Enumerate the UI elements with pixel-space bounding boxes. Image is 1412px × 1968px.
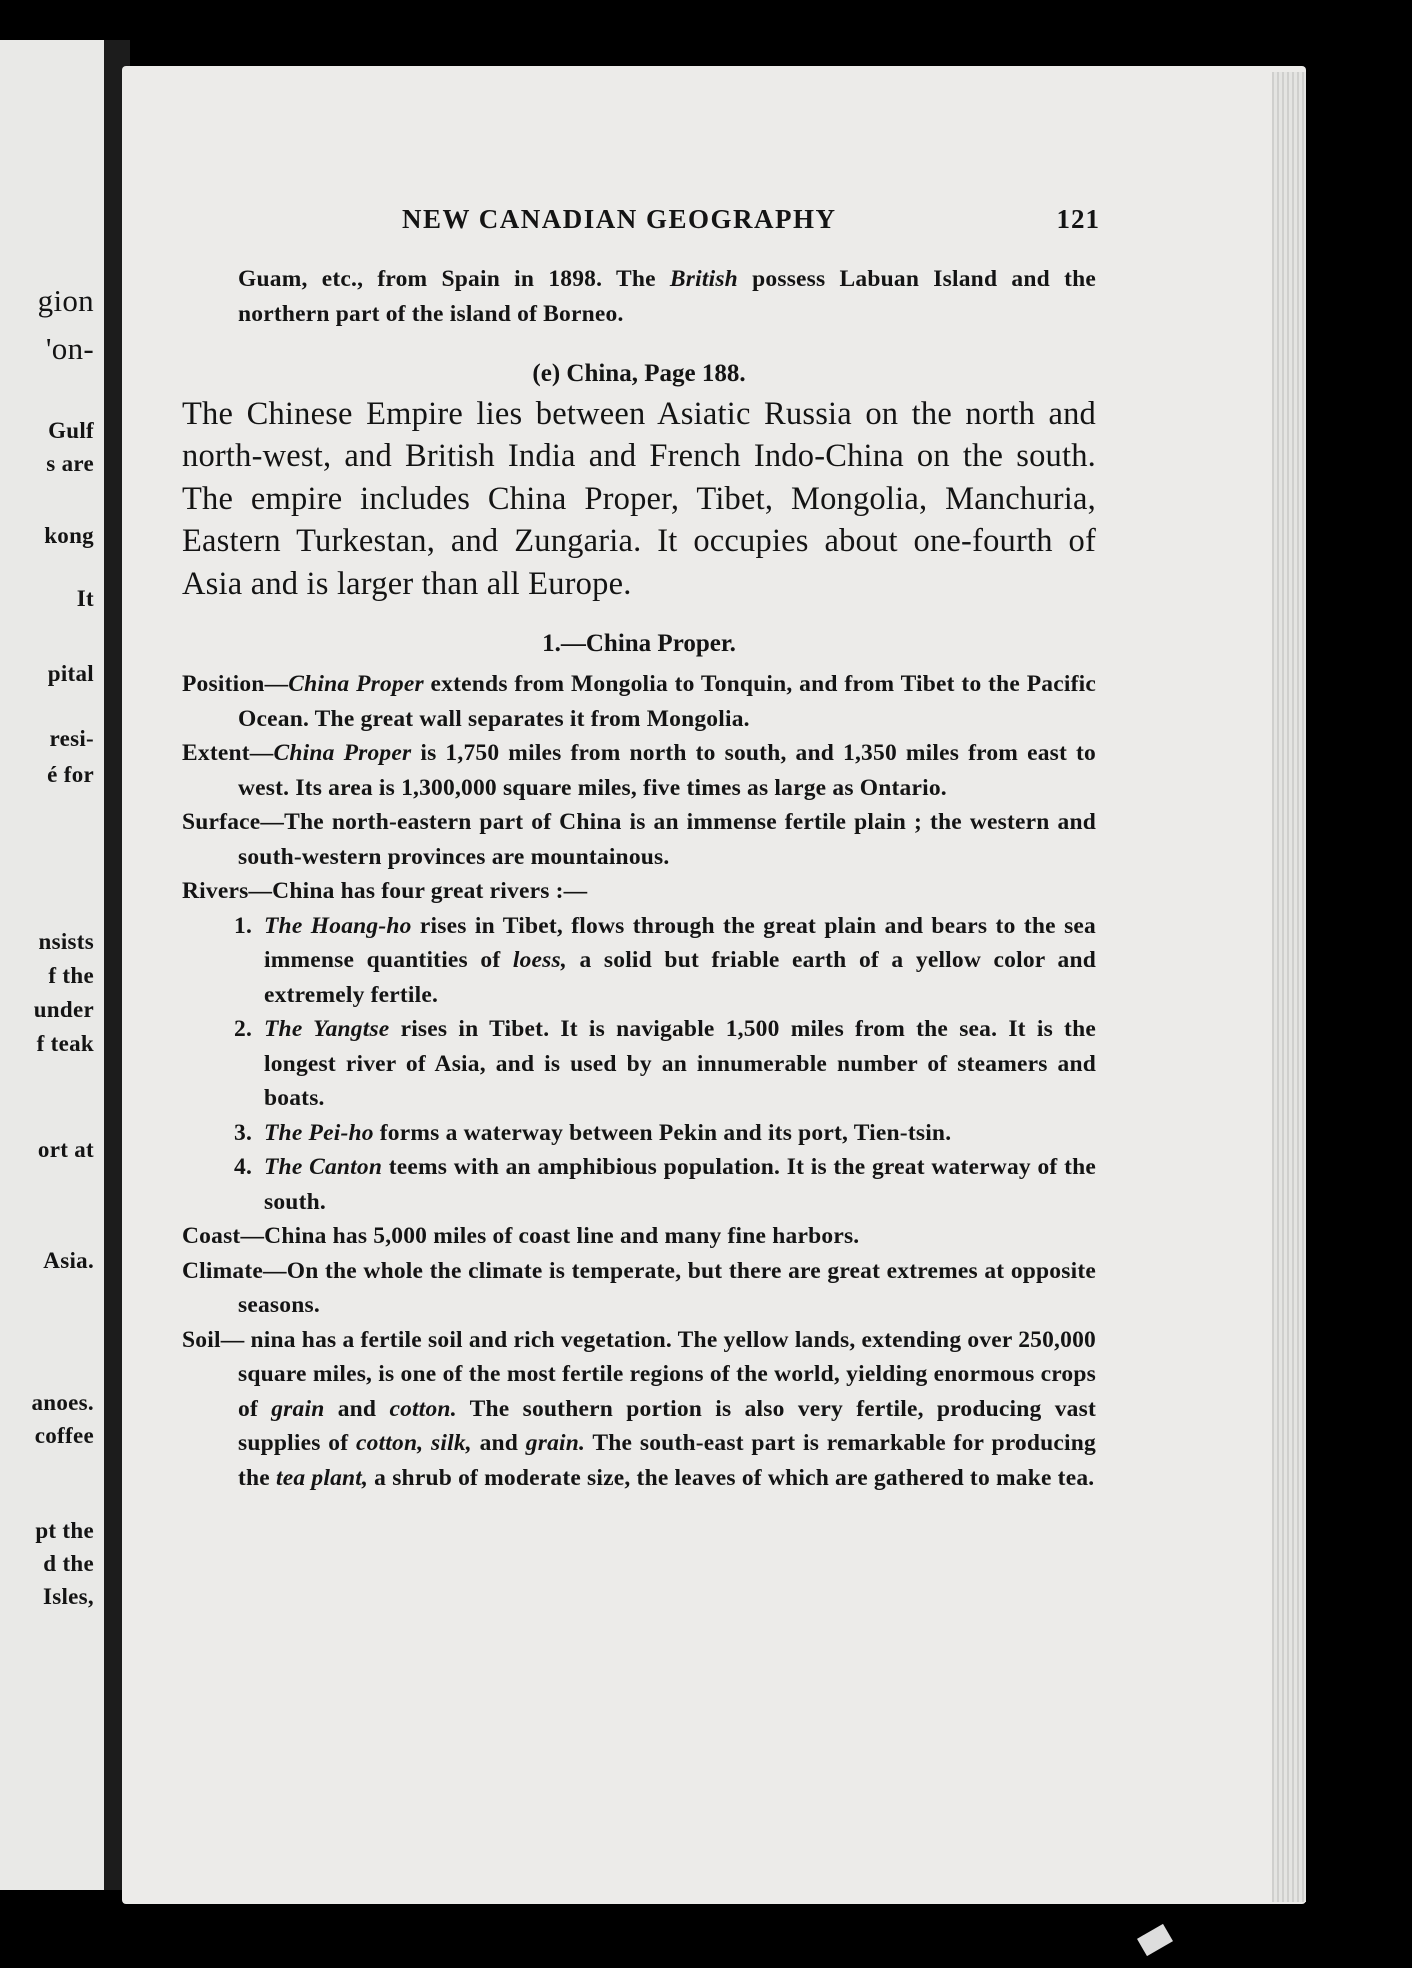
left-page-fragment: f teak [36,1031,94,1056]
entry-climate [182,1254,1096,1323]
entry-term: Coast [182,1223,241,1249]
continued-paragraph: Guam, etc., from Spain in 1898. The British possess Labuan Island and the northern part of the island of Borneo. [238,266,1096,327]
china-heading: (e) China, Page 188. [532,359,746,387]
left-page-fragment: under [33,997,94,1022]
entry-rivers [182,874,1096,909]
entry-term: Soil [182,1326,221,1353]
left-page-fragment: d the [43,1551,94,1576]
page-content [182,204,1100,1495]
left-page-fragment: ort at [37,1137,94,1162]
river-number: 1. [234,912,253,939]
left-page-fragment: f the [48,963,94,988]
river-number: 2. [234,1016,253,1042]
left-page-fragment: Isles, [42,1584,94,1609]
river-text: The Pei-ho forms a waterway between Pekin and its port, Tien-tsin. [264,1119,952,1146]
entry-term: Climate [182,1257,264,1284]
entry-term: Position [182,671,265,697]
left-page-fragment: coffee [34,1423,94,1448]
intro-paragraph: The Chinese Empire lies between Asiatic Russia on the north and north-west, and British India and French Indo-China on the south. The empire includes China Proper, Tibet, Mongolia, Manchuria, Eastern Turkestan, and Zungaria. It occupies about one-fourth of Asia and is larger than all Europe. [182,395,1096,602]
entry-body: — nina has a fertile soil and rich vegetation. The yellow lands, extending over 250,000 square miles, is one of the most fertile regions of the world, yielding enormous crops of grain and cotton. The southern portion is also very fertile, producing vast supplies of cotton, silk, and grain. The south-east part is remarkable for producing the tea plant, a shrub of moderate size, the leaves of which are gathered to make tea. [220,1326,1096,1491]
left-page-fragment: resi- [49,726,94,751]
entry-body: —On the whole the climate is temperate, but there are great extremes at opposite seasons. [238,1257,1096,1318]
left-page-fragment: s are [46,451,94,476]
rivers-list [182,909,1096,1220]
entry-surface [182,805,1096,874]
entry-body: —China has 5,000 miles of coast line and many fine harbors. [240,1223,860,1249]
river-item [182,1116,1096,1151]
left-page-fragment: pt the [35,1518,94,1543]
left-page-fragment: nsists [38,929,94,954]
river-number: 3. [234,1119,253,1146]
entry-extent [182,736,1096,805]
river-item [182,1012,1096,1116]
scan-mark [1137,1924,1173,1956]
river-text: The Hoang-ho rises in Tibet, flows through the great plain and bears to the sea immense quantities of loess, a solid but friable earth of a yellow color and extremely fertile. [264,912,1096,1008]
entry-soil [182,1323,1096,1496]
left-page-fragment: 'on- [45,331,94,366]
river-text: The Canton teems with an amphibious population. It is the great waterway of the south. [264,1154,1096,1215]
entry-coast [182,1219,1096,1254]
page-edge-stack [1272,72,1306,1902]
river-text: The Yangtse rises in Tibet. It is navigable 1,500 miles from the sea. It is the longest river of Asia, and is used by an innumerable number of steamers and boats. [264,1016,1096,1111]
entry-position [182,667,1096,736]
left-page-fragment: gion [37,283,94,318]
entry-body: —China has four great rivers :— [248,878,588,904]
entry-body: —China Proper is 1,750 miles from north to south, and 1,350 miles from east to west. Its area is 1,300,000 square miles, five times as large as Ontario. [238,740,1096,801]
left-page-fragment: It [76,586,94,611]
left-page-fragment: Asia. [43,1248,94,1273]
river-number: 4. [234,1154,253,1180]
left-page-fragment: anoes. [31,1390,94,1415]
page-number: 121 [1056,204,1100,234]
entry-term: Extent [182,740,250,766]
running-head [182,204,1100,244]
left-facing-page [0,40,104,1890]
entry-body: —The north-eastern part of China is an immense fertile plain ; the western and south-western provinces are mountainous. [238,809,1096,870]
river-item [182,1150,1096,1219]
entry-term: Surface [182,809,261,835]
left-page-fragment: kong [44,523,94,548]
left-page-fragment: Gulf [48,418,94,443]
entry-term: Rivers [182,878,249,904]
entry-body: —China Proper extends from Mongolia to Tonquin, and from Tibet to the Pacific Ocean. The great wall separates it from Mongolia. [238,671,1096,732]
left-page-fragment: pital [47,661,94,686]
left-page-fragment: é for [47,762,94,787]
section-title: 1.—China Proper. [542,630,736,657]
running-title: NEW CANADIAN GEOGRAPHY [402,204,837,234]
river-item [182,909,1096,1013]
